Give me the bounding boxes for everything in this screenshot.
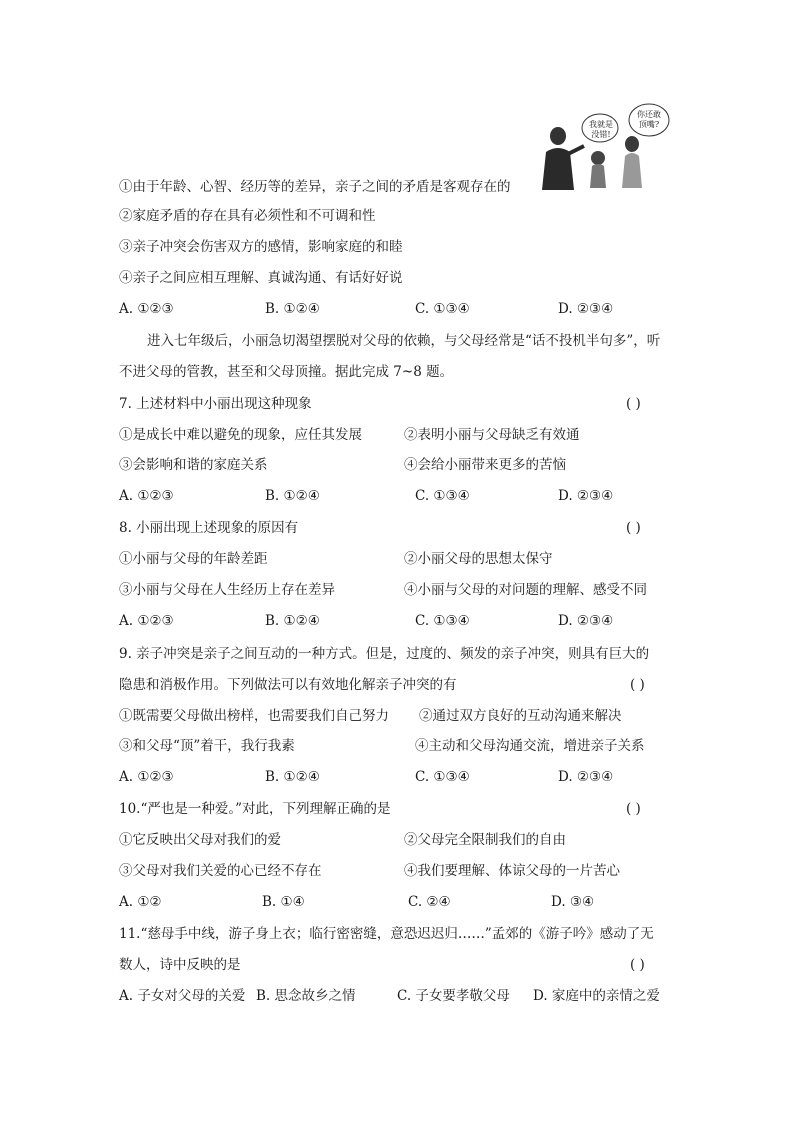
q10-option-3: ③父母对我们关爱的心已经不存在	[119, 863, 322, 879]
q6-option-3: ③亲子冲突会伤害双方的感情，影响家庭的和睦	[119, 239, 403, 255]
q8-answer-bracket[interactable]: ( )	[626, 520, 641, 536]
material-line-1: 进入七年级后，小丽急切渴望摆脱对父母的依赖，与父母经常是“话不投机半句多”，听	[147, 333, 661, 349]
q7-option-4: ④会给小丽带来更多的苦恼	[404, 457, 566, 473]
q9-choice-c[interactable]: C. ①③④	[415, 769, 470, 785]
q6-choice-c[interactable]: C. ①③④	[415, 301, 470, 317]
q8-option-2: ②小丽父母的思想太保守	[404, 551, 553, 567]
q6-option-1: ①由于年龄、心智、经历等的差异，亲子之间的矛盾是客观存在的	[119, 179, 511, 195]
q6-option-2: ②家庭矛盾的存在具有必须性和不可调和性	[119, 208, 376, 224]
q6-choice-a[interactable]: A. ①②③	[119, 301, 174, 317]
q10-stem: 10.“严也是一种爱。”对此，下列理解正确的是	[119, 801, 391, 817]
q9-stem-line-1: 9. 亲子冲突是亲子之间互动的一种方式。但是，过度的、频发的亲子冲突，则具有巨大的	[119, 646, 650, 662]
q10-option-1: ①它反映出父母对我们的爱	[119, 832, 281, 848]
q8-choice-c[interactable]: C. ①③④	[415, 613, 470, 629]
q7-choice-b[interactable]: B. ①②④	[265, 488, 320, 504]
q7-choice-a[interactable]: A. ①②③	[119, 488, 174, 504]
q7-option-3: ③会影响和谐的家庭关系	[119, 457, 268, 473]
q9-choice-b[interactable]: B. ①②④	[265, 769, 320, 785]
material-line-2: 不进父母的管教，甚至和父母顶撞。据此完成 7~8 题。	[119, 364, 454, 380]
bubble-right-text: 你还敢 顶嘴?	[637, 110, 661, 129]
q10-choice-c[interactable]: C. ②④	[408, 894, 451, 910]
q10-option-2: ②父母完全限制我们的自由	[404, 832, 566, 848]
q8-choice-a[interactable]: A. ①②③	[119, 613, 174, 629]
cartoon-illustration	[532, 100, 674, 192]
q9-choice-d[interactable]: D. ②③④	[558, 769, 614, 785]
q7-stem: 7. 上述材料中小丽出现这种现象	[119, 396, 312, 412]
q9-option-1: ①既需要父母做出榜样，也需要我们自己努力	[119, 708, 389, 724]
q7-choice-c[interactable]: C. ①③④	[415, 488, 470, 504]
q8-option-1: ①小丽与父母的年龄差距	[119, 551, 268, 567]
q8-choice-b[interactable]: B. ①②④	[265, 613, 320, 629]
q11-answer-bracket[interactable]: ( )	[630, 957, 645, 973]
q8-option-4: ④小丽与父母的对问题的理解、感受不同	[404, 582, 647, 598]
q10-option-4: ④我们要理解、体谅父母的一片苦心	[404, 863, 620, 879]
q9-answer-bracket[interactable]: ( )	[630, 677, 645, 693]
q6-choice-d[interactable]: D. ②③④	[558, 301, 614, 317]
q7-option-2: ②表明小丽与父母缺乏有效通	[404, 427, 580, 443]
q7-answer-bracket[interactable]: ( )	[626, 396, 641, 412]
q11-choice-d[interactable]: D. 家庭中的亲情之爱	[533, 988, 660, 1004]
q8-choice-d[interactable]: D. ②③④	[558, 613, 614, 629]
q9-option-2: ②通过双方良好的互动沟通来解决	[419, 708, 622, 724]
q10-answer-bracket[interactable]: ( )	[626, 801, 641, 817]
q9-choice-a[interactable]: A. ①②③	[119, 769, 174, 785]
q9-stem-line-2: 隐患和消极作用。下列做法可以有效地化解亲子冲突的有	[119, 677, 457, 693]
q8-stem: 8. 小丽出现上述现象的原因有	[119, 520, 299, 536]
q9-option-3: ③和父母“顶”着干，我行我素	[119, 738, 295, 754]
q9-option-4: ④主动和父母沟通交流，增进亲子关系	[415, 738, 645, 754]
q6-choice-b[interactable]: B. ①②④	[265, 301, 320, 317]
bubble-left-text: 我就是 没错!	[589, 120, 613, 139]
q10-choice-a[interactable]: A. ①②	[119, 894, 162, 910]
q11-stem-line-2: 数人，诗中反映的是	[119, 957, 241, 973]
q6-option-4: ④亲子之间应相互理解、真诚沟通、有话好好说	[119, 270, 403, 286]
q11-choice-a[interactable]: A. 子女对父母的关爱	[119, 988, 246, 1004]
q7-choice-d[interactable]: D. ②③④	[558, 488, 614, 504]
q11-choice-c[interactable]: C. 子女要孝敬父母	[397, 988, 510, 1004]
q10-choice-b[interactable]: B. ①④	[262, 894, 305, 910]
q11-choice-b[interactable]: B. 思念故乡之情	[256, 988, 356, 1004]
q11-stem-line-1: 11.“慈母手中线，游子身上衣；临行密密缝，意恐迟迟归……”孟郊的《游子吟》感动了无	[119, 926, 654, 942]
q10-choice-d[interactable]: D. ③④	[551, 894, 595, 910]
q7-option-1: ①是成长中难以避免的现象，应任其发展	[119, 427, 362, 443]
q8-option-3: ③小丽与父母在人生经历上存在差异	[119, 582, 335, 598]
